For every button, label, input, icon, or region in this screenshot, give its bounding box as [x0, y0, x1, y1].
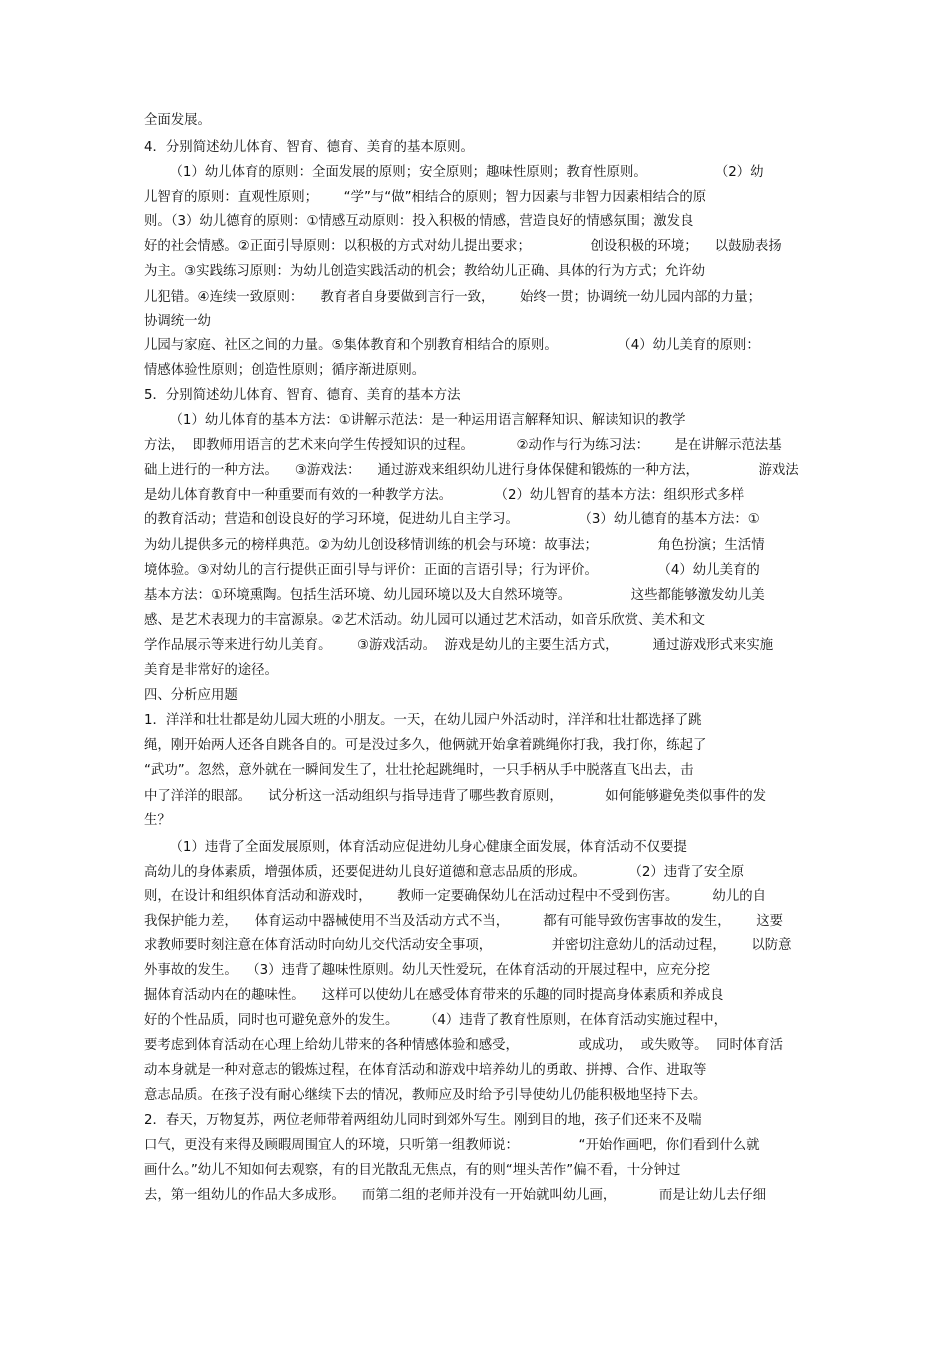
text-line: 画什么。”幼儿不知如何去观察，有的目光散乱无焦点，有的则“埋头苦作”偏不看，十分钟过	[144, 1163, 681, 1178]
text-line: 基本方法：①环境熏陶。包括生活环境、幼儿园环境以及大自然环境等。 这些都能够激发幼儿美	[144, 588, 765, 603]
text-line: 情感体验性原则；创造性原则；循序渐进原则。	[144, 363, 426, 378]
text-line: “武功”。忽然，意外就在一瞬间发生了，壮壮抡起跳绳时，一只手柄从手中脱落直飞出去，击	[144, 763, 694, 778]
text-line: 学作品展示等来进行幼儿美育。 ③游戏活动。 游戏是幼儿的主要生活方式， 通过游戏形式来实施	[144, 638, 774, 653]
text-line: 要考虑到体育活动在心理上给幼儿带来的各种情感体验和感受， 或成功， 或失败等。 同时体育活	[144, 1038, 784, 1053]
text-line: 方法， 即教师用语言的艺术来向学生传授知识的过程。 ②动作与行为练习法： 是在讲解示范法基	[144, 438, 782, 453]
text-line: 为幼儿提供多元的榜样典范。②为幼儿创设移情训练的机会与环境：故事法； 角色扮演；生活情	[144, 538, 765, 553]
text-line: 础上进行的一种方法。 ③游戏法： 通过游戏来组织幼儿进行身体保健和锻炼的一种方法， 游戏法	[144, 463, 799, 478]
text-line: 的教育活动；营造和创设良好的学习环境，促进幼儿自主学习。 （3）幼儿德育的基本方法：①	[144, 512, 760, 527]
text-line: 感、是艺术表现力的丰富源泉。②艺术活动。幼儿园可以通过艺术活动，如音乐欣赏、美术和文	[144, 613, 706, 628]
text-line: 好的个性品质，同时也可避免意外的发生。 （4）违背了教育性原则，在体育活动实施过程中，	[144, 1013, 728, 1028]
text-line: 美育是非常好的途径。	[144, 663, 278, 678]
text-line: 全面发展。	[144, 113, 211, 128]
text-line: 为主。③实践练习原则：为幼儿创造实践活动的机会；教给幼儿正确、具体的行为方式；允许幼	[144, 264, 706, 279]
text-line: 则。（3）幼儿德育的原则：①情感互动原则：投入积极的情感，营造良好的情感氛围；激发良	[144, 214, 694, 229]
text-line: 协调统一幼	[144, 314, 211, 329]
text-line: 儿园与家庭、社区之间的力量。⑤集体教育和个别教育相结合的原则。 （4）幼儿美育的原则：	[144, 338, 760, 353]
text-line: 境体验。③对幼儿的言行提供正面引导与评价：正面的言语引导；行为评价。 （4）幼儿美育的	[144, 563, 760, 578]
text-line: （1）违背了全面发展原则，体育活动应促进幼儿身心健康全面发展，体育活动不仅要提	[144, 840, 687, 855]
text-line: 动本身就是一种对意志的锻炼过程，在体育活动和游戏中培养幼儿的勇敢、拼搏、合作、进取等	[144, 1063, 707, 1078]
text-line: 儿智育的原则：直观性原则； “学”与“做”相结合的原则；智力因素与非智力因素相结合的原	[144, 190, 707, 205]
text-line: 去，第一组幼儿的作品大多成形。 而第二组的老师并没有一开始就叫幼儿画， 而是让幼儿去仔细	[144, 1188, 766, 1203]
text-line: 意志品质。在孩子没有耐心继续下去的情况，教师应及时给予引导使幼儿仍能积极地坚持下去。	[144, 1088, 707, 1103]
text-line: 高幼儿的身体素质，增强体质，还要促进幼儿良好道德和意志品质的形成。 （2）违背了安全原	[144, 865, 745, 880]
text-line: 中了洋洋的眼部。 试分析这一活动组织与指导违背了哪些教育原则， 如何能够避免类似事件的发	[144, 789, 766, 804]
text-line: 口气，更没有来得及顾暇周围宜人的环境，只听第一组教师说： “开始作画吧，你们看到什么就	[144, 1138, 760, 1153]
text-line: 绳，刚开始两人还各自跳各自的。可是没过多久，他俩就开始拿着跳绳你打我，我打你，练起了	[144, 738, 707, 753]
text-line: 生？	[144, 813, 171, 828]
text-line: 2．春天，万物复苏，两位老师带着两组幼儿同时到郊外写生。刚到目的地，孩子们还来不及喘	[144, 1113, 702, 1128]
text-line: 好的社会情感。②正面引导原则：以积极的方式对幼儿提出要求； 创设积极的环境； 以鼓励表扬	[144, 239, 782, 254]
text-line: 外事故的发生。 （3）违背了趣味性原则。幼儿天性爱玩，在体育活动的开展过程中，应充分挖	[144, 963, 711, 978]
text-line: 1．洋洋和壮壮都是幼儿园大班的小朋友。一天，在幼儿园户外活动时，洋洋和壮壮都选择了跳	[144, 713, 702, 728]
text-line: 掘体育活动内在的趣味性。 这样可以使幼儿在感受体育带来的乐趣的同时提高身体素质和养成良	[144, 988, 724, 1003]
text-line: 是幼儿体育教育中一种重要而有效的一种教学方法。 （2）幼儿智育的基本方法：组织形式多样	[144, 488, 745, 503]
text-line: （1）幼儿体育的基本方法：①讲解示范法：是一种运用语言解释知识、解读知识的教学	[144, 413, 686, 428]
text-line: 则，在设计和组织体育活动和游戏时， 教师一定要确保幼儿在活动过程中不受到伤害。 幼儿的自	[144, 889, 766, 904]
text-line: 儿犯错。④连续一致原则： 教育者自身要做到言行一致， 始终一贯；协调统一幼儿园内部的力量；	[144, 290, 761, 305]
text-line: （1）幼儿体育的原则：全面发展的原则；安全原则；趣味性原则；教育性原则。 （2）幼	[144, 165, 764, 180]
text-line: 5．分别简述幼儿体育、智育、德育、美育的基本方法	[144, 388, 461, 403]
text-line: 我保护能力差， 体育运动中器械使用不当及活动方式不当， 都有可能导致伤害事故的发生， 这要	[144, 914, 784, 929]
text-line: 四、分析应用题	[144, 688, 238, 703]
text-line: 4．分别简述幼儿体育、智育、德育、美育的基本原则。	[144, 140, 474, 155]
text-line: 求教师要时刻注意在体育活动时向幼儿交代活动安全事项， 并密切注意幼儿的活动过程， 以防意	[144, 938, 792, 953]
